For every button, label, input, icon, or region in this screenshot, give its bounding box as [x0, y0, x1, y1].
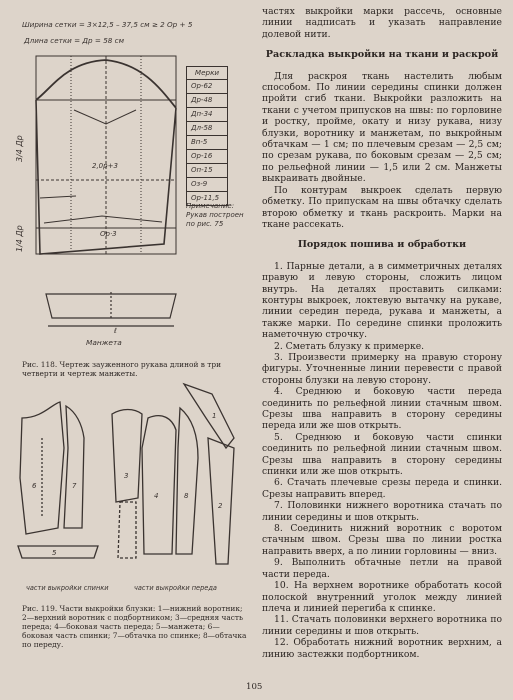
svg-text:1/4 Др: 1/4 Др [15, 225, 24, 252]
measurement-row: Оз-9 [187, 178, 227, 192]
measurement-row: Дп-34 [187, 108, 227, 122]
svg-text:8: 8 [184, 492, 189, 500]
fig118-sleeve-draft [14, 48, 194, 268]
svg-text:7: 7 [72, 482, 77, 490]
measurement-row: Ор-62 [187, 80, 227, 94]
step-item: 6. Стачать плечевые срезы переда и спинки. Срезы направить вперед. [262, 477, 502, 500]
svg-text:3/4 Др: 3/4 Др [15, 135, 24, 162]
svg-text:ℓ: ℓ [114, 327, 117, 335]
step-item: 2. Сметать блузку к примерке. [274, 340, 425, 352]
svg-text:2: 2 [218, 502, 223, 510]
step-item: 1. Парные детали, а в симметричных деталях правую и левую стороны, сложить лицом внутрь. На деталях проставить силками: контуры выкроек, локтевую вытачку на рукаве, линии середин переда, рукава и манжеты, а также марки. По середине спинки проложить наметочную строчку. [262, 260, 502, 341]
note-rukav: Рукав построен [186, 211, 244, 219]
page-number: 105 [246, 682, 263, 692]
svg-text:4: 4 [154, 492, 159, 500]
svg-text:5: 5 [52, 549, 57, 557]
measurement-row: Дл-58 [187, 122, 227, 136]
step-item: 11. Стачать половинки верхнего воротника по линии середины и шов открыть. [262, 614, 502, 637]
paragraph: По контурам выкроек сделать первую обметку. По припускам на швы обтачку сделать второю обметку и ткань раскроить. Марки на ткане рассекать. [262, 184, 502, 230]
fig118-caption: Рис. 118. Чертеж зауженного рукава длиной в три четверти и чертеж манжеты. [22, 360, 221, 378]
fig118-measurements [186, 66, 228, 206]
note-ref: по рис. 75 [186, 220, 224, 228]
right-column [262, 6, 502, 660]
svg-text:3: 3 [124, 472, 129, 480]
step-item: 4. Среднюю и боковую части переда соединить по рельефной линии стачным швом. Срезы шва направить в сторону середины переда или же шов открыть. [262, 386, 502, 432]
svg-text:1: 1 [212, 412, 217, 420]
svg-text:Ор·3: Ор·3 [100, 230, 117, 238]
label-back-pieces: части выкройки спинки [26, 584, 109, 592]
step-item: 5. Среднюю и боковую части спинки соединить по рельефной линии стачным швом. Срезы шва направить в сторону середины спинки или же шов открыть. [262, 431, 502, 478]
measurements-title: Мерки [187, 67, 227, 80]
measurement-row: Ор-11,5 [191, 194, 220, 202]
step-item: 3. Произвести примерку на правую сторону фигуры. Уточненные линии перевести с правой стороны блузки на левую сторону. [262, 351, 502, 386]
measurement-row: Др-48 [187, 94, 227, 108]
fig118-length-note: Длина сетки = Др = 58 см [24, 36, 125, 45]
step-item: 7. Половинки нижнего воротника стачать по линии середины и шов открыть. [262, 500, 502, 523]
measurement-row: Вп-5 [187, 136, 227, 150]
step-item: 10. На верхнем воротнике обработать косой полоской внутренний уголок между линией плеча и линией перегиба к спинке. [262, 580, 502, 614]
paragraph: Для раскроя ткань настелить любым способом. По линии середины спинки должен пройти сгиб ткани. Выкройки разложить на ткани с учетом припусков на швы: по горловине и ростку, пройме, окату и низу рукава, низу блузки, воротнику и манжетам, по выкройным обтачкам — 1 см; по плечевым срезам — 2,5 см; по срезам рукава, по боковым срезам — 2,5 см; по рельефной линии — 1,5 или 2 см. Манжеты выкраивать двойные. [262, 70, 502, 185]
fig119-pattern-pieces [12, 378, 252, 598]
section-heading: Порядок пошива и обработки [297, 239, 467, 251]
svg-text:6: 6 [32, 482, 37, 490]
note-primechanie: Примечание: [186, 202, 235, 210]
section-heading: Раскладка выкройки на ткани и раскрой [265, 49, 499, 61]
step-item: 8. Соединить нижний воротник с воротом стачным швом. Срезы шва по линии ростка направить вверх, а по линии горловины — вниз. [262, 523, 502, 557]
fig118-width-note: Ширина сетки = 3×12,5 – 37,5 см ≥ 2 Ор + 5 [22, 20, 193, 29]
step-item: 12. Обработать нижний воротник верхним, а линию застежки подбортником. [262, 637, 502, 660]
label-front-pieces: части выкройки переда [134, 584, 217, 592]
fig118-cuff-draft [36, 286, 186, 336]
label-manzheta: Манжета [86, 338, 122, 347]
measurement-row: Ор-16 [187, 150, 227, 164]
paragraph: частях выкройки марки рассечь, основные линии надписать и указать направление долевой нити. [262, 6, 502, 40]
fig119-caption: Рис. 119. Части выкройки блузки: 1—нижний воротник; 2—верхний воротник с подбортником; 3—средняя часть переда; 4—боковая часть переда; 5—манжета; 6—боковая часть спинки; 7—обтачка по спинке; 8—обтачка по переду. [22, 604, 247, 649]
measurement-row: Оп-15 [187, 164, 227, 178]
step-item: 9. Выполнить обтачные петли на правой части переда. [262, 557, 502, 580]
fig118-note [186, 202, 244, 229]
svg-text:2,0р+3: 2,0р+3 [92, 162, 118, 170]
